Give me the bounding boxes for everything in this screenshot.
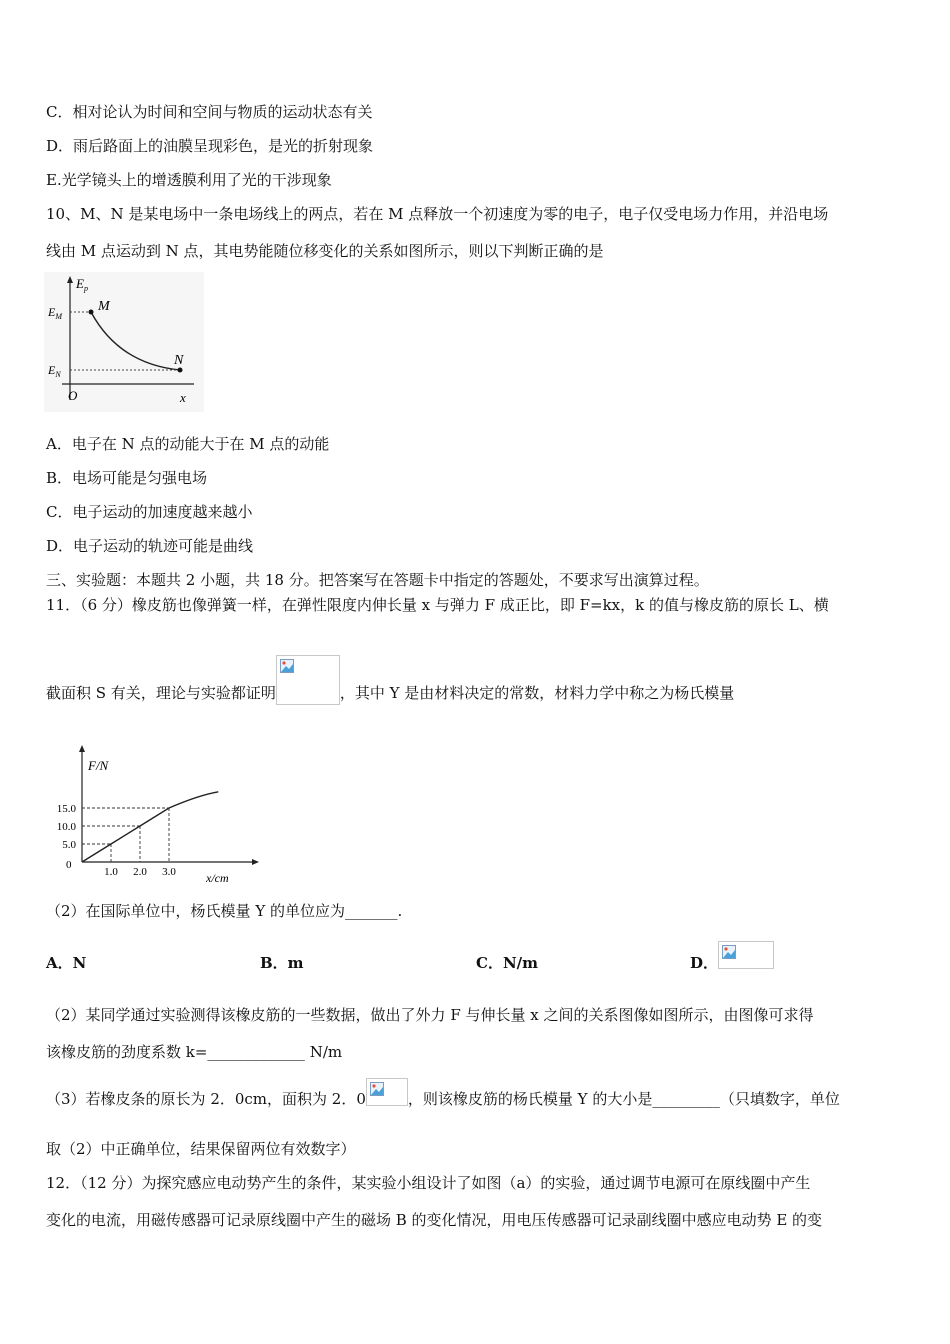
- origin-label: 0: [66, 859, 72, 871]
- broken-image-icon: [370, 1082, 384, 1096]
- ep-x-figure: [44, 272, 204, 412]
- q11-option-a: A．N: [46, 954, 87, 972]
- question-11-part2b-line-1: （2）某同学通过实验测得该橡皮筋的一些数据，做出了外力 F 与伸长量 x 之间的关系图像如图所示，由图像可求得: [46, 1006, 814, 1024]
- series-line-f-x: [82, 792, 218, 862]
- point-n-dot: [178, 368, 183, 373]
- point-m-dot: [89, 310, 94, 315]
- broken-image-icon: [280, 659, 294, 673]
- option-c-line: C．相对论认为时间和空间与物质的运动状态有关: [46, 103, 373, 121]
- origin-label: O: [68, 388, 78, 403]
- x-tick-label: 2.0: [133, 866, 147, 878]
- x-axis-arrow: [252, 859, 259, 865]
- question-11-part3-line-2: 取（2）中正确单位，结果保留两位有效数字）: [46, 1140, 356, 1158]
- question-12-line-1: 12．（12 分）为探究感应电动势产生的条件，某实验小组设计了如图（a）的实验，通过调节电源可在原线圈中产生: [46, 1174, 811, 1192]
- option-d-image-placeholder: [718, 941, 774, 969]
- question-12-line-2: 变化的电流，用磁传感器可记录原线圈中产生的磁场 B 的变化情况，用电压传感器可记录副线圈中感应电动势 E 的变: [46, 1211, 823, 1229]
- question-10-line-1: 10、M、N 是某电场中一条电场线上的两点，若在 M 点释放一个初速度为零的电子，电子仅受电场力作用，并沿电场: [46, 205, 829, 223]
- y-tick-label: 15.0: [56, 803, 76, 815]
- q10-option-c: C．电子运动的加速度越来越小: [46, 503, 253, 521]
- point-n-label: N: [174, 353, 184, 368]
- x-tick-label: 1.0: [104, 866, 118, 878]
- q11-option-c: C．N/m: [476, 954, 538, 972]
- y-tick-label: 5.0: [62, 839, 76, 851]
- q11-part3-suffix: ，则该橡皮筋的杨氏模量 Y 的大小是_________（只填数字，单位: [407, 1090, 840, 1108]
- area-unit-image-placeholder: [366, 1078, 408, 1106]
- point-m-label: M: [98, 299, 110, 314]
- option-e-line: E.光学镜头上的增透膜利用了光的干涉现象: [46, 171, 332, 189]
- q11-option-d-label: D．: [690, 954, 719, 972]
- broken-image-icon: [722, 945, 736, 959]
- section-3-heading: 三、实验题：本题共 2 小题，共 18 分。把答案写在答题卡中指定的答题处，不要求写出演算过程。: [46, 571, 709, 589]
- question-11-line-1: 11．（6 分）橡皮筋也像弹簧一样，在弹性限度内伸长量 x 与弹力 F 成正比，即 F=kx，k 的值与橡皮筋的原长 L、横: [46, 596, 829, 614]
- q11-line2-suffix: ，其中 Y 是由材料决定的常数，材料力学中称之为杨氏模量: [339, 684, 735, 702]
- question-10-line-2: 线由 M 点运动到 N 点，其电势能随位移变化的关系如图所示，则以下判断正确的是: [46, 242, 604, 260]
- x-axis-label: x/cm: [206, 871, 229, 885]
- question-11-part2b-line-2: 该橡皮筋的劲度系数 k=_____________ N/m: [46, 1043, 343, 1061]
- option-d-line: D．雨后路面上的油膜呈现彩色，是光的折射现象: [46, 137, 374, 155]
- x-axis-label: x: [180, 390, 186, 405]
- question-11-part2: （2）在国际单位中，杨氏模量 Y 的单位应为_______.: [46, 902, 403, 920]
- q11-option-b: B．m: [260, 954, 304, 972]
- q10-option-b: B．电场可能是匀强电场: [46, 469, 208, 487]
- q11-line2-prefix: 截面积 S 有关，理论与实验都证明: [46, 684, 276, 702]
- y-axis-label: F/N: [88, 758, 109, 773]
- q10-option-d: D．电子运动的轨迹可能是曲线: [46, 537, 254, 555]
- q11-part3-prefix: （3）若橡皮条的原长为 2．0cm，面积为 2．0: [46, 1090, 366, 1108]
- ep-axis-label: $E_p$: [76, 276, 88, 293]
- y-tick-label: 10.0: [56, 821, 76, 833]
- question-11-part3: [46, 1088, 840, 1110]
- q10-option-a: A．电子在 N 点的动能大于在 M 点的动能: [46, 435, 330, 453]
- formula-image-placeholder: [276, 655, 340, 705]
- em-label: $E_M$: [48, 305, 63, 321]
- q11-option-d: [690, 952, 774, 974]
- question-11-line-2: [46, 682, 734, 705]
- f-x-chart: [44, 742, 264, 892]
- x-tick-label: 3.0: [162, 866, 176, 878]
- y-axis-arrow: [79, 745, 85, 752]
- en-label: $E_N$: [48, 363, 61, 379]
